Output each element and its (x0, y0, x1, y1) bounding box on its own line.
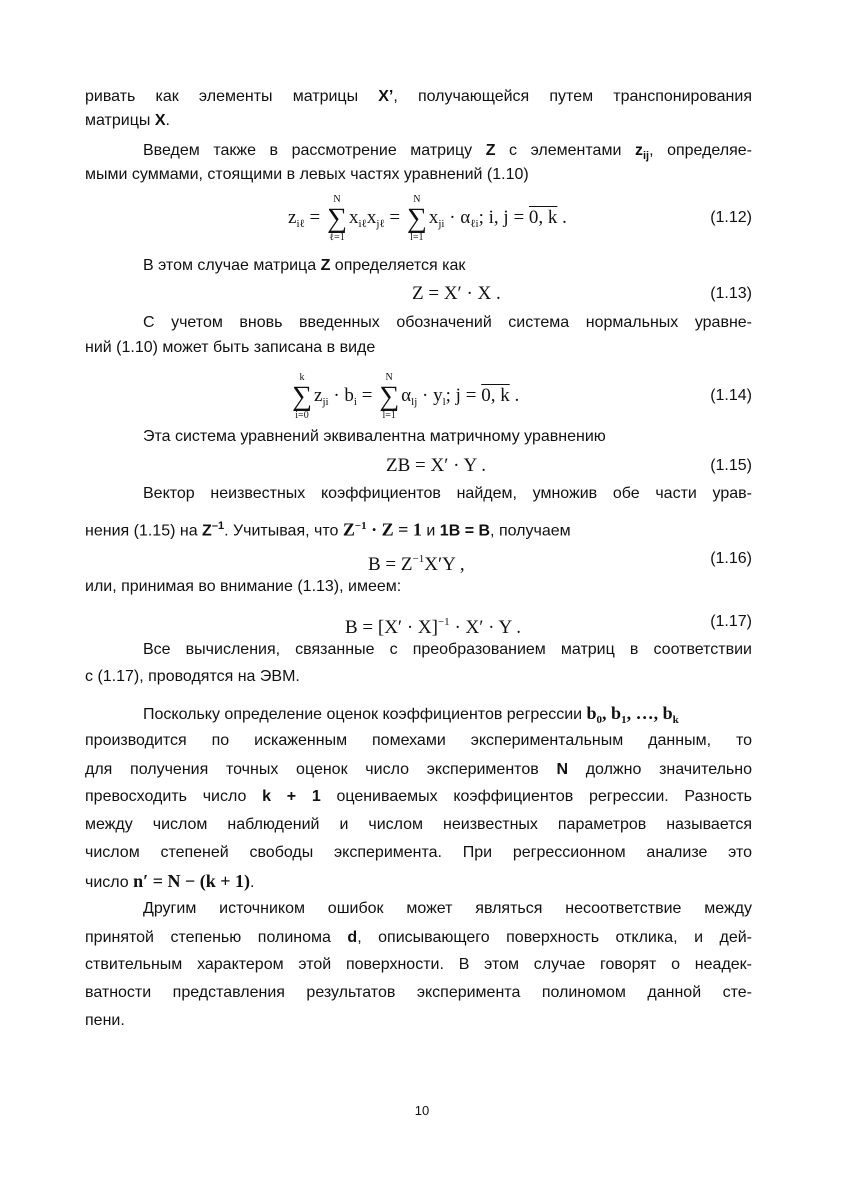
text-segment: превосходить число (85, 788, 263, 805)
formula-text: = (356, 385, 378, 406)
equation-number: (1.12) (710, 209, 752, 226)
formula-text: X′Y , (424, 554, 465, 575)
formula-subscript: iℓ (358, 218, 367, 230)
inline-formula: Z (342, 519, 355, 540)
formula-text: x (348, 207, 359, 228)
formula-subscript: lj (411, 396, 418, 408)
text-segment: или, принимая во внимание (1.13), имеем: (85, 578, 402, 595)
sum-upper-limit: N (413, 193, 421, 205)
text-segment: , определяе- (649, 142, 752, 159)
text-segment: X (154, 112, 166, 129)
text-line (85, 1009, 752, 1033)
text-segment: оцениваемых коэффициентов регрессии. Разность (320, 788, 753, 805)
formula (368, 539, 465, 579)
text-line (85, 785, 752, 809)
text-line (85, 163, 752, 187)
formula-subscript: i (353, 396, 357, 408)
equation-number: (1.14) (710, 387, 752, 404)
text-segment: и (426, 522, 440, 540)
text-segment: . (165, 112, 170, 129)
formula-subscript: ji (438, 218, 445, 230)
text-segment: ствительным характером этой поверхности. В этом случае говорят о неадек- (85, 956, 752, 973)
inline-formula: , …, b (626, 703, 673, 723)
text-segment: принятой степенью полинома (85, 929, 348, 946)
text-segment: , описывающего поверхность отклика, и дей- (357, 929, 753, 946)
formula-overline-range: 0, k (481, 385, 510, 406)
text-segment: пени. (85, 1012, 125, 1029)
text-segment: Введем также в рассмотрение матрицу (143, 142, 486, 159)
formula (290, 371, 520, 421)
inline-formula: 1 (621, 714, 627, 727)
equation-number: (1.13) (710, 285, 752, 302)
text-line (85, 841, 752, 865)
formula-text: z (314, 385, 323, 406)
text-segment: Вектор неизвестных коэффициентов найдем, умножив обе части урав- (143, 485, 752, 502)
text-segment: числом степеней свободы эксперимента. При регрессионном анализе это (85, 844, 752, 861)
text-segment: X’ (378, 88, 394, 105)
formula (412, 274, 501, 314)
text-segment: В этом случае матрица (143, 257, 321, 274)
formula-text: . (557, 207, 567, 228)
formula-subscript: jℓ (376, 218, 385, 230)
text-line (143, 701, 752, 725)
text-line (85, 981, 752, 1005)
text-segment: 1B = B (439, 522, 491, 540)
sum-lower-limit: l=1 (382, 409, 396, 421)
sum-upper-limit: N (333, 193, 341, 205)
formula-text: ZB = X′ · Y . (386, 455, 487, 476)
formula-subscript: ℓi (470, 218, 479, 230)
inline-formula: , b (602, 703, 622, 723)
sum-lower-limit: ℓ=1 (329, 231, 345, 243)
text-segment: С учетом вновь введенных обозначений система нормальных уравне- (143, 314, 752, 331)
text-segment: с элементами (495, 142, 635, 159)
formula (386, 446, 486, 486)
formula-text: α (401, 385, 412, 406)
text-segment: производится по искаженным помехами экспериментальным данным, то (85, 732, 752, 749)
text-line (85, 729, 752, 753)
sum-upper-limit: k (299, 371, 305, 383)
formula-text: · b (328, 385, 354, 406)
inline-formula: n′ = N − (k + 1) (133, 871, 250, 891)
summation-sign (406, 193, 427, 243)
formula-text: = (384, 207, 405, 228)
text-segment: мыми суммами, стоящими в левых частях уравнений (1.10) (85, 166, 529, 183)
formula-subscript: ji (322, 396, 329, 408)
formula-text: · α (444, 207, 471, 228)
text-line (143, 311, 752, 335)
text-line (85, 665, 752, 689)
inline-formula: 0 (596, 714, 603, 727)
text-segment: –1 (211, 520, 225, 532)
summation-sign (327, 193, 347, 243)
sigma-icon: ∑ (327, 202, 347, 234)
text-line (85, 336, 752, 360)
equation-number: (1.17) (710, 613, 752, 630)
formula-subscript: iℓ (296, 218, 305, 230)
sigma-icon: ∑ (292, 380, 312, 412)
text-segment: Другим источником ошибок может являться несоответствие между (143, 900, 752, 917)
text-segment: должно значительно (568, 761, 752, 778)
sum-lower-limit: l=1 (410, 231, 424, 243)
text-line (85, 869, 752, 893)
formula-subscript: l (442, 396, 446, 408)
text-segment: . Учитывая, что (224, 522, 343, 540)
formula-text: B = [X′ · X] (345, 617, 438, 638)
text-segment: ватности представления результатов эксперимента полиномом данной сте- (85, 984, 752, 1001)
text-line (85, 109, 752, 133)
summation-sign (379, 371, 400, 421)
sum-upper-limit: N (385, 371, 393, 383)
summation-sign (292, 371, 312, 421)
inline-formula: −1 (354, 520, 367, 532)
text-segment: N (556, 761, 568, 778)
sum-lower-limit: i=0 (295, 409, 309, 421)
formula-text: x (366, 207, 377, 228)
text-segment: нения (1.15) на (85, 522, 203, 540)
text-segment: для получения точных оценок число экспериментов (85, 761, 557, 778)
formula-text: · y (417, 385, 443, 406)
equation-number: (1.15) (710, 457, 752, 474)
formula-text: ; i, j = (478, 207, 529, 228)
text-segment: Поскольку определение оценок коэффициентов регрессии (143, 706, 587, 723)
sigma-icon: ∑ (379, 380, 400, 412)
text-segment: z (634, 142, 643, 159)
text-segment: . (249, 874, 255, 891)
inline-formula: k (672, 714, 679, 727)
text-line (85, 514, 752, 538)
text-segment: ривать как элементы матрицы (85, 88, 379, 105)
inline-formula: b (586, 703, 597, 723)
text-segment: , получающейся путем транспонирования (393, 88, 752, 105)
formula (345, 602, 521, 642)
formula-text: ; j = (445, 385, 482, 406)
formula-superscript: −1 (412, 553, 425, 565)
text-line (143, 139, 752, 163)
text-segment: ний (1.10) может быть записана в виде (85, 339, 376, 356)
formula-overline-range: 0, k (528, 207, 558, 228)
text-segment: между числом наблюдений и числом неизвестных параметров называется (85, 816, 752, 833)
text-segment: ij (642, 150, 650, 163)
text-segment: определяется как (330, 257, 466, 274)
text-segment: , получаем (490, 522, 571, 540)
text-segment: Z (320, 257, 331, 274)
text-segment: Z (202, 522, 212, 540)
text-segment: Все вычисления, связанные с преобразованием матриц в соответствии (143, 641, 752, 658)
formula-text: x (428, 207, 439, 228)
sigma-icon: ∑ (406, 202, 427, 234)
text-line (85, 953, 752, 977)
text-segment: d (347, 929, 358, 946)
page-number: 10 (414, 1103, 430, 1118)
formula-text: Z = X′ · X . (412, 283, 501, 304)
text-segment: k + 1 (262, 788, 321, 805)
formula-text: B = Z (368, 554, 413, 575)
text-segment: с (1.17), проводятся на ЭВМ. (85, 668, 300, 685)
inline-formula: · Z = 1 (366, 519, 427, 540)
formula-text: = (304, 207, 325, 228)
formula-text: . (509, 385, 520, 406)
text-line (143, 897, 752, 921)
text-line (85, 926, 752, 950)
formula (288, 193, 567, 243)
equation-number: (1.16) (710, 550, 752, 567)
text-line (85, 758, 752, 782)
text-segment: матрицы (85, 112, 155, 129)
formula-text: z (288, 207, 297, 228)
text-segment: Z (485, 142, 496, 159)
text-line (85, 85, 752, 109)
text-segment: Эта система уравнений эквивалентна матричному уравнению (143, 428, 606, 445)
text-line (85, 813, 752, 837)
formula-superscript: −1 (437, 616, 450, 628)
text-segment: число (85, 874, 134, 891)
formula-text: · X′ · Y . (449, 617, 522, 638)
